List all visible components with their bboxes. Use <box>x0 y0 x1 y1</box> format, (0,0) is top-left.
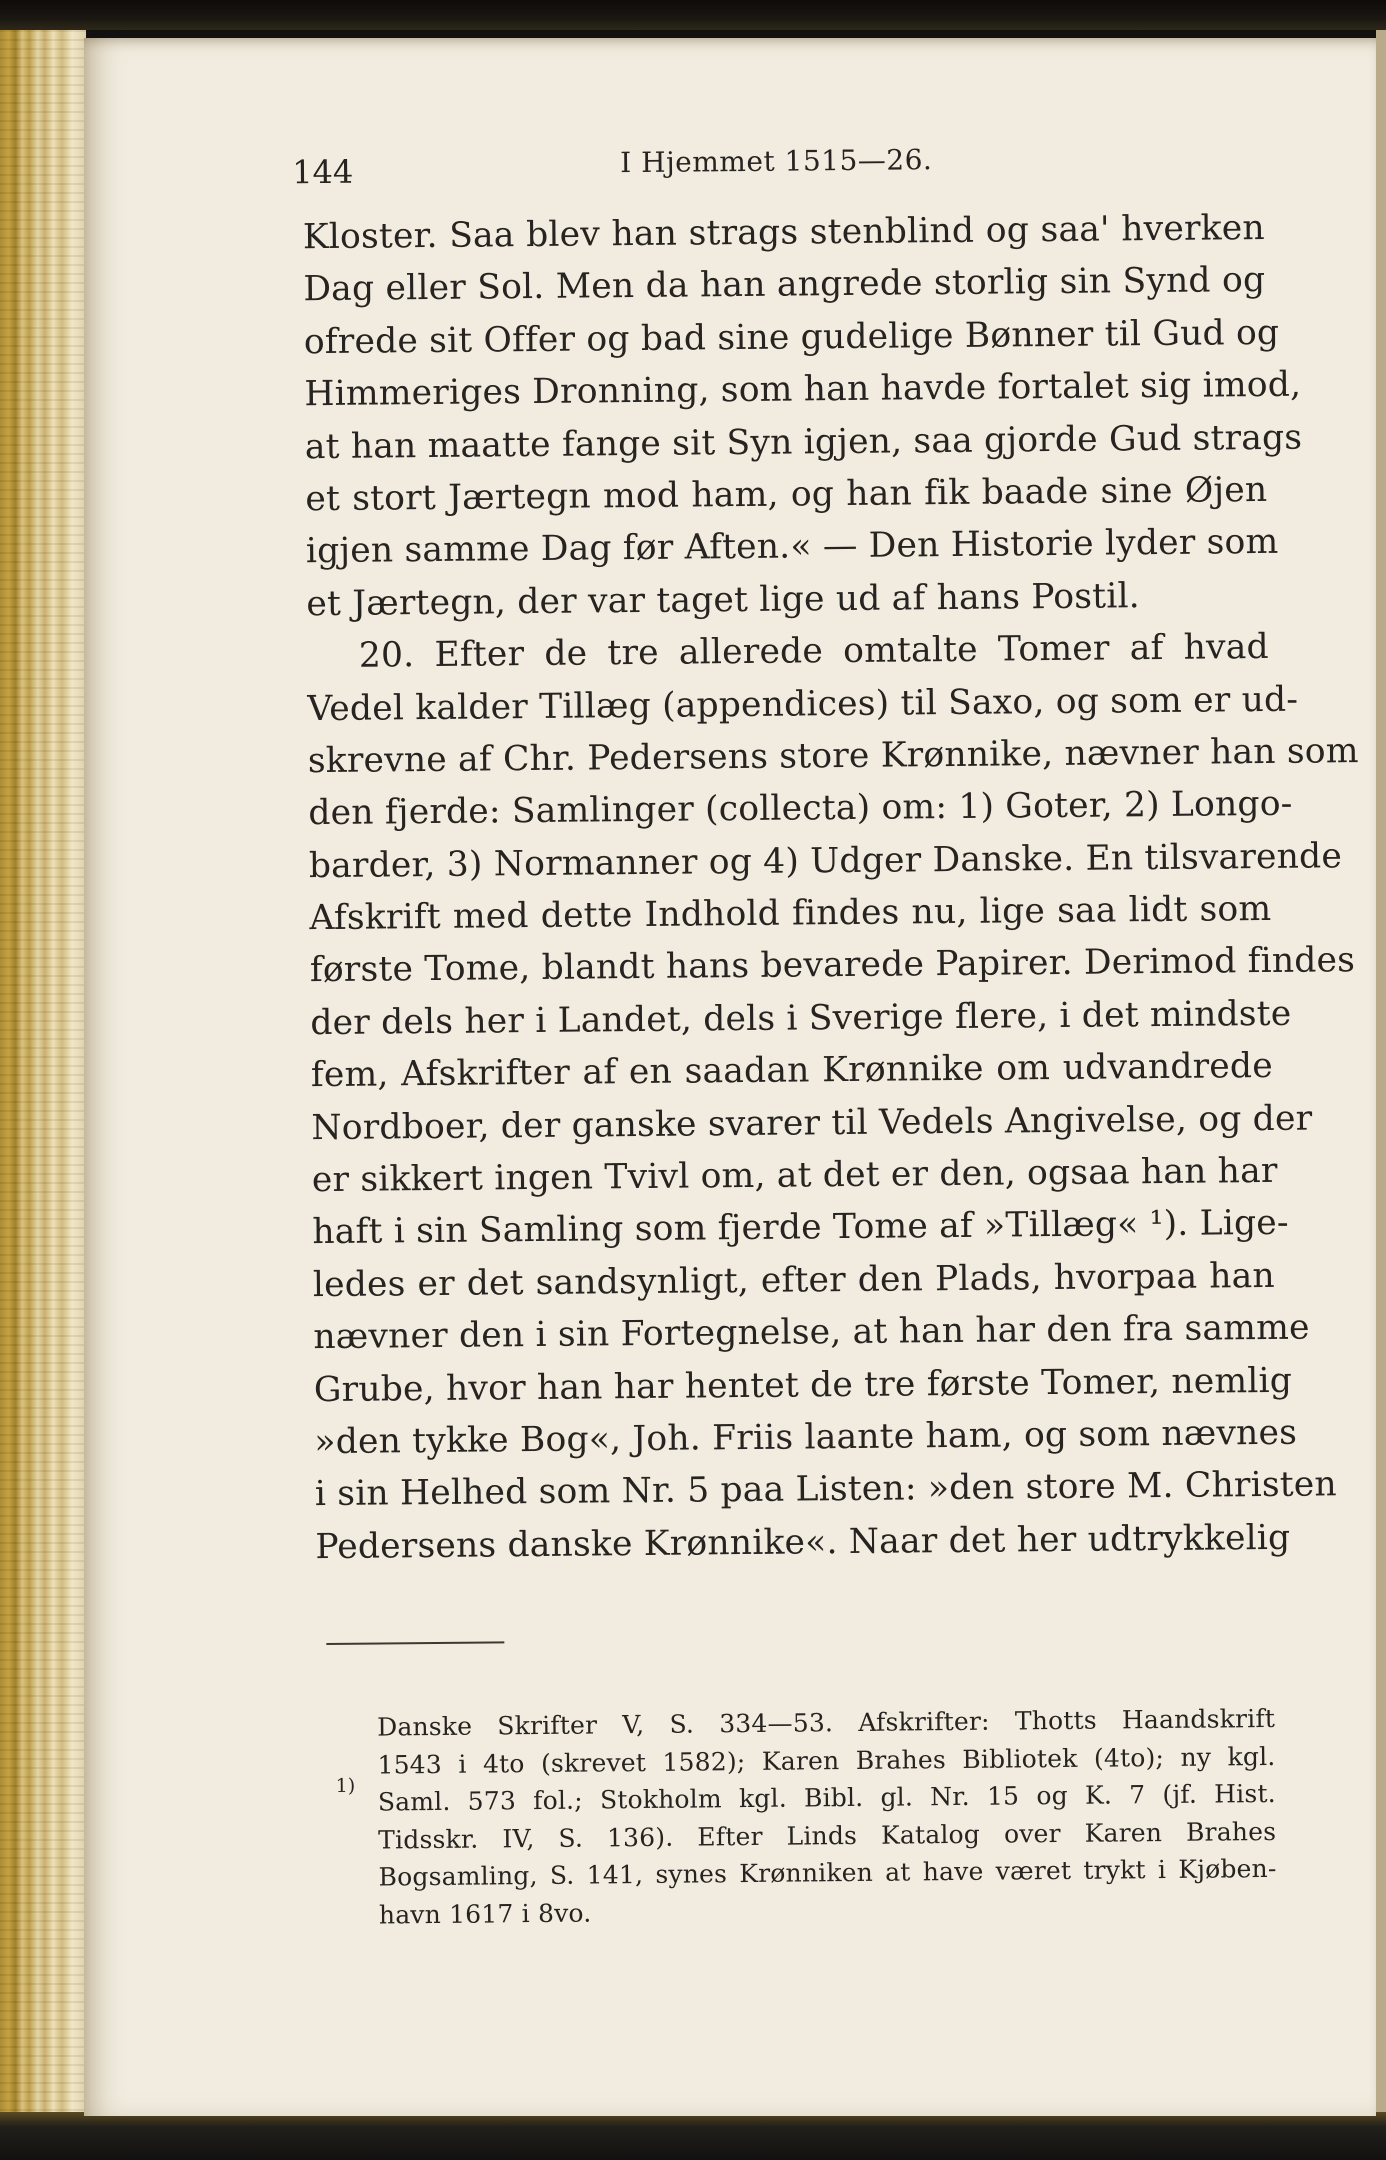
body-line: er sikkert ingen Tvivl om, at det er den, ogsaa han har <box>311 1150 1278 1201</box>
footnote-line: Saml. 573 fol.; Stokholm kgl. Bibl. gl. Nr. 15 og K. 7 (jf. Hist. <box>377 1779 1276 1817</box>
footnote-line: 1543 i 4to (skrevet 1582); Karen Brahes Bibliotek (4to); ny kgl. <box>377 1741 1276 1780</box>
body-line: nævner den i sin Fortegnelse, at han har den fra samme <box>313 1307 1310 1358</box>
scan-bottom-edge <box>0 2112 1386 2160</box>
body-line: et stort Jærtegn mod ham, og han fik baade sine Øjen <box>305 469 1268 520</box>
body-line: Grube, hvor han har hentet de tre første Tomer, nemlig <box>313 1360 1293 1410</box>
body-line: Nordboer, der ganske svarer til Vedels Angivelse, og der <box>311 1098 1313 1148</box>
body-line: et Jærtegn, der var taget lige ud af hans Postil. <box>306 575 1141 624</box>
page-number: 144 <box>292 152 354 192</box>
body-line: den fjerde: Samlinger (collecta) om: 1) Goter, 2) Longo- <box>308 784 1293 834</box>
footnote-line: havn 1617 i 8vo. <box>378 1898 592 1930</box>
body-line: Kloster. Saa blev han strags stenblind og saa' hverken <box>302 207 1265 258</box>
footnote <box>235 1700 1282 1935</box>
body-line: der dels her i Landet, dels i Sverige flere, i det mindste <box>310 993 1292 1044</box>
body-line: barder, 3) Normanner og 4) Udger Danske. En tilsvarende <box>308 835 1343 886</box>
page-header <box>220 140 1265 200</box>
footnote-rule <box>326 1641 504 1645</box>
body-line: »den tykke Bog«, Joh. Friis laante ham, og som nævnes <box>314 1412 1298 1463</box>
running-head: I Hjemmet 1515—26. <box>619 143 933 180</box>
body-line: at han maatte fange sit Syn igjen, saa gjorde Gud strags <box>304 417 1303 467</box>
footnote-line: Tidsskr. IV, S. 136). Efter Linds Katalog over Karen Brahes <box>378 1816 1277 1855</box>
book-spine-edge <box>0 30 86 2120</box>
body-line-paragraph-start: 20. Efter de tre allerede omtalte Tomer af hvad <box>358 627 1270 676</box>
footnote-marker: 1) <box>335 1774 356 1798</box>
scan-top-edge <box>0 0 1386 30</box>
body-line: igjen samme Dag før Aften.« — Den Historie lyder som <box>305 522 1279 572</box>
body-line: Vedel kalder Tillæg (appendices) til Saxo, og som er ud- <box>307 679 1299 729</box>
scan-right-edge <box>1376 30 1386 2120</box>
body-line: ledes er det sandsynligt, efter den Plads, hvorpaa han <box>312 1255 1276 1305</box>
footnote-line: Bogsamling, S. 141, synes Krønniken at have været trykt i Kjøben- <box>378 1854 1277 1892</box>
body-line: i sin Helhed som Nr. 5 paa Listen: »den store M. Christen <box>314 1464 1338 1515</box>
body-line: første Tome, blandt hans bevarede Papirer. Derimod findes <box>309 940 1356 991</box>
body-line: Dag eller Sol. Men da han angrede storlig sin Synd og <box>303 260 1266 310</box>
body-line: fem, Afskrifter af en saadan Krønnike om udvandrede <box>310 1046 1274 1096</box>
body-line: Afskrift med dette Indhold findes nu, lige saa lidt som <box>309 889 1272 939</box>
body-line: haft i sin Samling som fjerde Tome af »Tillæg« ¹). Lige- <box>312 1203 1289 1253</box>
body-line: Pedersens danske Krønnike«. Naar det her udtrykkelig <box>315 1517 1291 1567</box>
body-line: ofrede sit Offer og bad sine gudelige Bønner til Gud og <box>303 312 1280 362</box>
body-text <box>221 202 1359 1574</box>
footnote-line: Danske Skrifter V, S. 334—53. Afskrifter: Thotts Haandskrift <box>377 1704 1276 1742</box>
text-block <box>220 140 1359 2090</box>
body-line: skrevne af Chr. Pedersens store Krønnike, nævner han som <box>307 731 1359 782</box>
body-line: Himmeriges Dronning, som han havde fortalet sig imod, <box>304 364 1302 415</box>
